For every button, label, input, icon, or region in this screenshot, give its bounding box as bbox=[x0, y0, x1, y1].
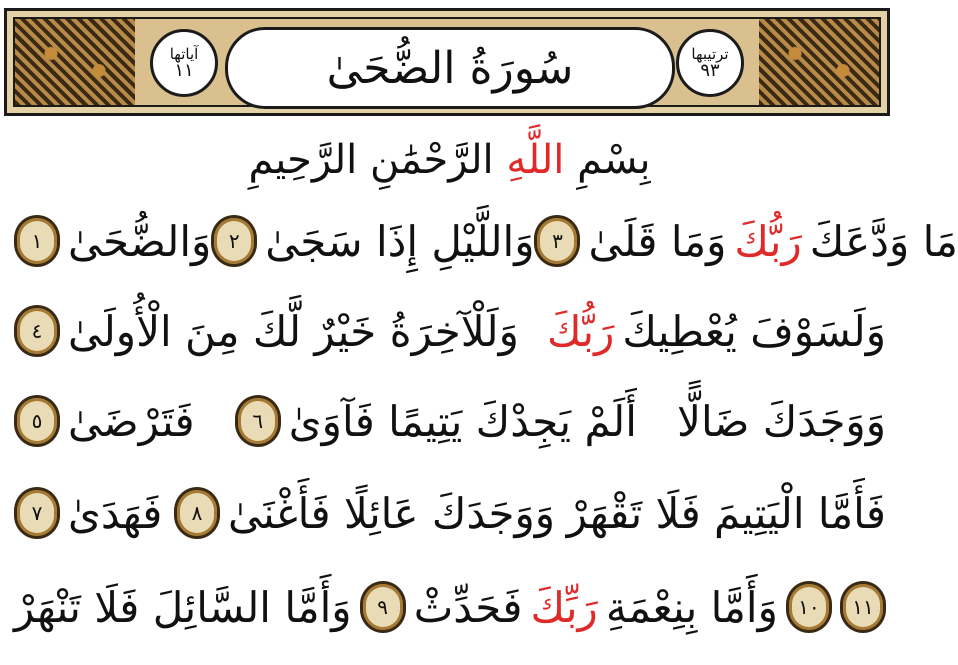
verse-text: فَأَمَّا الْيَتِيمَ فَلَا تَقْهَرْ bbox=[566, 488, 886, 538]
verse-number-marker: ٧ bbox=[14, 487, 60, 539]
verse-text: فَتَرْضَىٰ bbox=[68, 396, 195, 446]
verse-segment bbox=[14, 581, 406, 633]
surah-header bbox=[4, 8, 890, 116]
right-ornament-icon bbox=[759, 19, 879, 105]
verse-text: وَلَلْآخِرَةُ خَيْرٌ لَّكَ مِنَ الْأُولَىٰ bbox=[68, 306, 519, 356]
left-ornament-icon bbox=[15, 19, 135, 105]
verse-text: وَوَجَدَكَ عَائِلًا فَأَغْنَىٰ bbox=[228, 488, 556, 538]
basmala bbox=[0, 130, 899, 190]
verse-line-3 bbox=[14, 386, 886, 456]
verse-number-marker: ١١ bbox=[840, 581, 886, 633]
verse-segment bbox=[547, 307, 886, 356]
verse-text: وَمَا قَلَىٰ bbox=[588, 216, 727, 266]
verse-text: وَلَسَوْفَ يُعْطِيكَ bbox=[622, 306, 886, 356]
verse-number-marker: ٥ bbox=[14, 395, 60, 447]
verse-text: وَالضُّحَىٰ bbox=[68, 216, 212, 266]
verse-text-red: رَبِّكَ bbox=[530, 582, 598, 632]
verse-text-red: رَبُّكَ bbox=[547, 306, 615, 356]
verse-segment bbox=[14, 395, 195, 447]
verse-text: أَلَمْ يَجِدْكَ يَتِيمًا فَآوَىٰ bbox=[288, 396, 637, 446]
surah-order-medal bbox=[676, 29, 744, 97]
verse-count-medal bbox=[150, 29, 218, 97]
verse-text-red: رَبُّكَ bbox=[734, 216, 802, 266]
verse-line-1 bbox=[14, 206, 958, 276]
verse-text: وَاللَّيْلِ إِذَا سَجَىٰ bbox=[265, 216, 535, 266]
verse-segment bbox=[840, 581, 886, 633]
verse-segment bbox=[414, 581, 832, 633]
header-frame bbox=[13, 17, 881, 107]
verse-number-marker: ٤ bbox=[14, 305, 60, 357]
verse-text: فَحَدِّثْ bbox=[413, 582, 523, 632]
verse-segment bbox=[235, 395, 637, 447]
verse-text: وَأَمَّا السَّائِلَ فَلَا تَنْهَرْ bbox=[14, 582, 352, 632]
verse-text: وَوَجَدَكَ ضَالًّا bbox=[677, 396, 886, 446]
verse-text: فَهَدَىٰ bbox=[68, 488, 163, 538]
verse-number-marker: ٨ bbox=[174, 487, 220, 539]
verse-count-label: آياتها bbox=[169, 45, 199, 63]
verse-text: وَأَمَّا بِنِعْمَةِ bbox=[605, 582, 778, 632]
surah-title: سُورَةُ الضُّحَىٰ bbox=[326, 42, 574, 94]
verse-number-marker: ١ bbox=[14, 215, 60, 267]
verse-number-marker: ٦ bbox=[235, 395, 281, 447]
verse-text: مَا وَدَّعَكَ bbox=[809, 216, 958, 266]
verse-line-2 bbox=[14, 296, 886, 366]
verse-number-marker: ٩ bbox=[360, 581, 406, 633]
basmala-part2: الرَّحْمَٰنِ الرَّحِيمِ bbox=[248, 137, 494, 183]
basmala-allah: اللَّهِ bbox=[506, 137, 565, 183]
verse-number-marker: ١٠ bbox=[786, 581, 832, 633]
surah-title-box bbox=[225, 27, 675, 109]
surah-order-label: ترتيبها bbox=[691, 45, 729, 63]
verse-segment bbox=[14, 487, 162, 539]
verse-segment bbox=[14, 215, 211, 267]
verse-segment bbox=[567, 489, 886, 538]
verse-segment bbox=[534, 215, 957, 267]
verse-count-number: ١١ bbox=[174, 60, 194, 81]
verse-segment bbox=[174, 487, 555, 539]
verse-segment bbox=[211, 215, 534, 267]
verse-segment bbox=[677, 397, 886, 446]
verse-number-marker: ٢ bbox=[211, 215, 257, 267]
verse-segment bbox=[14, 305, 519, 357]
basmala-part1: بِسْمِ bbox=[577, 137, 651, 183]
verse-number-marker: ٣ bbox=[534, 215, 580, 267]
surah-order-number: ٩٣ bbox=[700, 60, 720, 81]
verse-line-4 bbox=[14, 478, 886, 548]
verse-line-5 bbox=[14, 572, 886, 642]
